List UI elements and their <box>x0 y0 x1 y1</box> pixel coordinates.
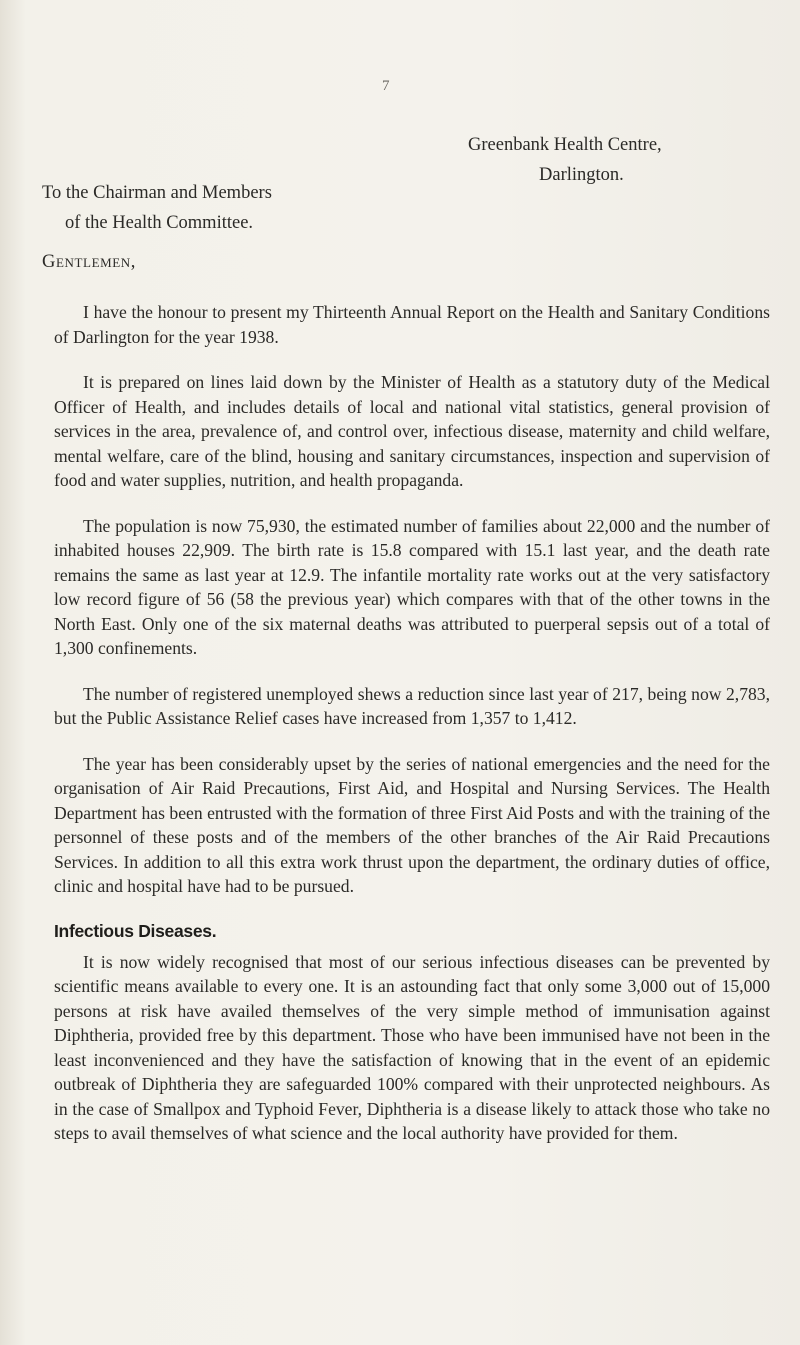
page-number-mark: 7 <box>382 78 390 94</box>
paragraph-unemployment: The number of registered unemployed shews a reduction since last year of 217, being now 2,783, but the Public Assistance Relief cases have increased from 1,357 to 1,412. <box>54 683 770 728</box>
report-body <box>54 300 770 1167</box>
paragraph-emergencies: The year has been considerably upset by the series of national emergencies and the need for the organisation of Air Raid Precautions, First Aid, and Hospital and Nursing Services. The Health Department has been entrusted with the formation of three First Aid Posts and with the training of the personnel of these posts and of the members of the other branches of the Air Raid Precautions Services. In addition to all this extra work thrust upon the department, the ordinary duties of office, clinic and hospital have had to be pursued. <box>54 753 770 896</box>
address-line-2: Darlington. <box>539 165 624 185</box>
addressee-line-2: of the Health Committee. <box>65 213 254 233</box>
paragraph-infectious-diseases: It is now widely recognised that most of our serious infectious diseases can be prevented by scientific means available to every one. It is an astounding fact that only some 3,000 out of 15,000 persons at risk have availed themselves of the very simple method of immunisation against Diphtheria, provided free by this department. Those who have been immunised have not been in the least inconvenienced and they have the satisfaction of knowing that in the event of an epidemic outbreak of Diphtheria they are safeguarded 100% compared with their unprotected neighbours. As in the case of Smallpox and Typhoid Fever, Diphtheria is a disease likely to attack those who take no steps to avail themselves of what science and the local authority have provided for them. <box>54 951 770 1143</box>
paragraph-statutory-duty: It is prepared on lines laid down by the Minister of Health as a statutory duty of the Medical Officer of Health, and includes details of local and national vital statistics, general provision of services in the area, prevalence of, and control over, infectious disease, maternity and child welfare, mental welfare, care of the blind, housing and sanitary circumstances, inspection and supervision of food and water supplies, nutrition, and health propaganda. <box>54 372 770 490</box>
salutation: Gentlemen, <box>42 252 137 272</box>
paragraph-population: The population is now 75,930, the estimated number of families about 22,000 and the number of inhabited houses 22,909. The birth rate is 15.8 compared with 15.1 last year, and the death rate remains the same as last year at 12.9. The infantile mortality rate works out at the very satisfactory low record figure of 56 (58 the previous year) which compares with that of the other towns in the North East. Only one of the six maternal deaths was attributed to puerperal sepsis out of a total of 1,300 confinements. <box>54 515 770 658</box>
sender-address <box>468 130 768 190</box>
addressee-block <box>42 178 272 238</box>
paragraph-intro: I have the honour to present my Thirteenth Annual Report on the Health and Sanitary Conditions of Darlington for the year 1938. <box>54 302 770 347</box>
address-line-1: Greenbank Health Centre, <box>468 135 662 155</box>
addressee-line-1: To the Chairman and Members <box>42 183 272 203</box>
section-heading-infectious-diseases: Infectious Diseases. <box>54 920 217 941</box>
